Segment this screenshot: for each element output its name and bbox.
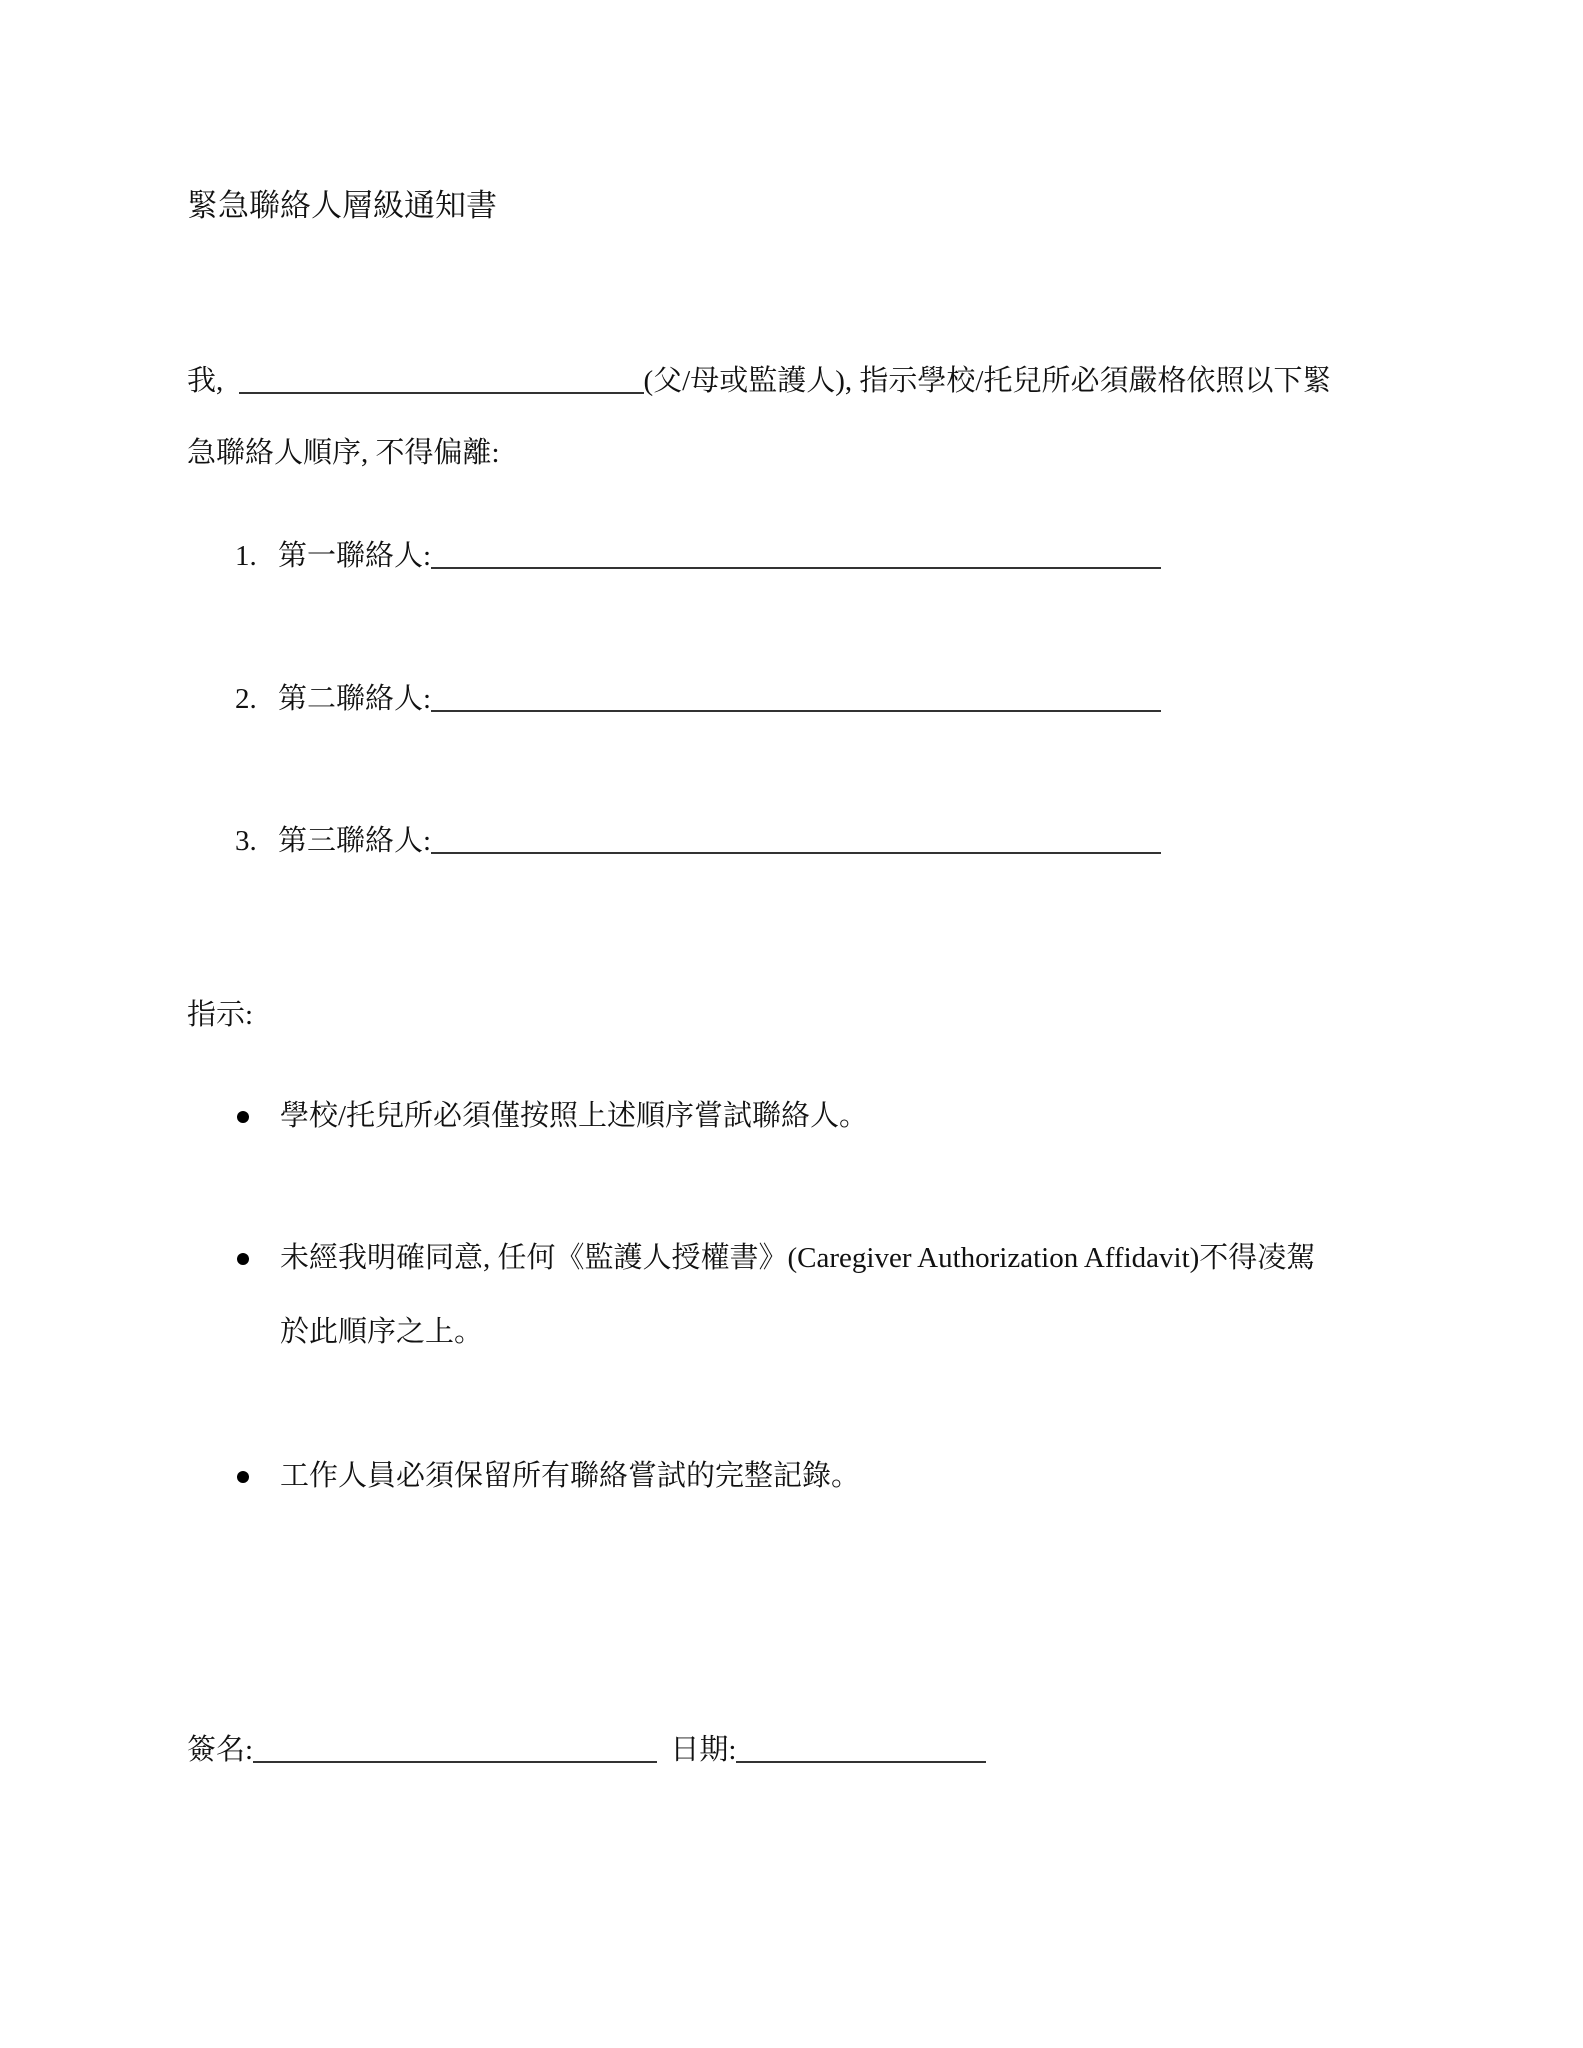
bullet-icon xyxy=(237,1471,249,1483)
guardian-name-field[interactable] xyxy=(239,391,644,394)
instruction-2-line-1: 未經我明確同意, 任何《監護人授權書》(Caregiver Authorization Affidavit)不得凌駕 xyxy=(280,1242,1316,1274)
contact-item-1 xyxy=(235,539,1161,573)
signature-label: 簽名: xyxy=(187,1734,254,1766)
date-field[interactable] xyxy=(736,1760,986,1763)
instruction-2-line-2: 於此順序之上。 xyxy=(280,1316,484,1348)
contact-label: 第三聯絡人: xyxy=(278,825,432,857)
bullet-icon xyxy=(237,1253,249,1265)
contact-label: 第一聯絡人: xyxy=(278,540,432,572)
contact-label: 第二聯絡人: xyxy=(278,683,432,715)
bullet-icon xyxy=(237,1111,249,1123)
signature-field[interactable] xyxy=(253,1760,657,1763)
first-contact-field[interactable] xyxy=(431,566,1161,569)
instruction-1: 學校/托兒所必須僅按照上述順序嘗試聯絡人。 xyxy=(280,1100,869,1132)
contact-item-3 xyxy=(235,824,1161,858)
contact-number: 2. xyxy=(235,683,257,715)
contact-number: 3. xyxy=(235,825,257,857)
intro-prefix: 我, xyxy=(187,365,224,397)
date-label: 日期: xyxy=(670,1734,737,1766)
intro-line-1 xyxy=(187,364,1331,398)
instructions-heading: 指示: xyxy=(187,999,254,1031)
contact-number: 1. xyxy=(235,540,257,572)
signature-row xyxy=(187,1733,986,1767)
instruction-3: 工作人員必須保留所有聯絡嘗試的完整記錄。 xyxy=(280,1460,861,1492)
document-title: 緊急聯絡人層級通知書 xyxy=(187,188,497,223)
intro-line-2: 急聯絡人順序, 不得偏離: xyxy=(187,437,500,469)
second-contact-field[interactable] xyxy=(431,709,1161,712)
third-contact-field[interactable] xyxy=(431,851,1161,854)
intro-suffix: (父/母或監護人), 指示學校/托兒所必須嚴格依照以下緊 xyxy=(643,365,1332,397)
contact-item-2 xyxy=(235,682,1161,716)
